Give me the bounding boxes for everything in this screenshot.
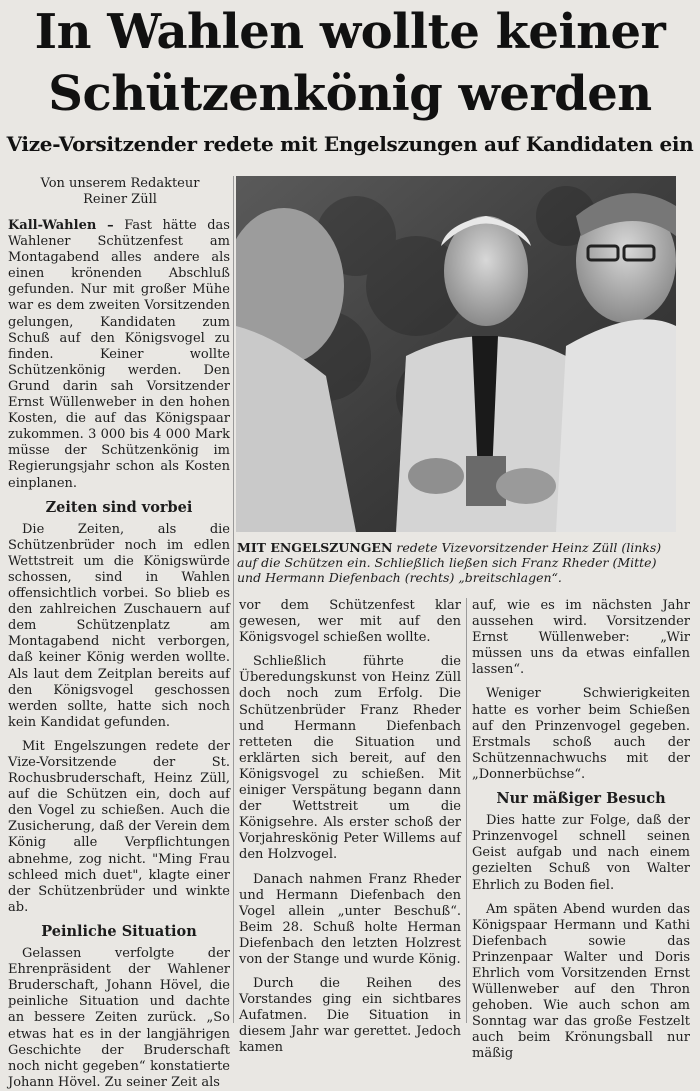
article-paragraph: auf, wie es im nächsten Jahr aussehen wird. Vorsitzender Ernst Wüllenweber: „Wir müssen uns da etwas einfallen lassen“. (472, 598, 690, 678)
article-paragraph (8, 218, 230, 492)
article-column-1 (8, 218, 230, 1091)
subheadline: Vize-Vorsitzender redete mit Engelszungen auf Kandidaten ein (6, 132, 694, 156)
article-paragraph: Durch die Reihen des Vorstandes ging ein sichtbares Aufatmen. Die Situation in diesem Jahr war gerettet. Jedoch kamen (239, 976, 461, 1056)
article-paragraph: Dies hatte zur Folge, daß der Prinzenvogel schnell seinen Geist aufgab und nach einem gezielten Schuß von Walter Ehrlich zu Boden fiel. (472, 813, 690, 893)
paragraph-text: Fast hätte das Wahlener Schützenfest am Montagabend alles andere als einen krönenden Abschluß gefunden. Nur mit großer Mühe war es dem zweiten Vorsitzenden gelungen, Kandidaten zum Schuß auf den Königsvogel zu finden. Keiner wollte Schützenkönig werden. Den Grund darin sah Vorsitzender Ernst Wüllenweber in den hohen Kosten, die auf das Königspaar zukommen. 3 000 bis 4 000 Mark müsse der Schützenkönig im Regierungsjahr schon als Kosten einplanen. (8, 218, 230, 491)
dateline: Kall-Wahlen – (8, 218, 114, 233)
byline-author: Reiner Züll (83, 192, 157, 207)
section-heading: Peinliche Situation (41, 922, 197, 940)
column-divider (466, 598, 467, 1023)
column-divider (233, 176, 234, 1023)
article-paragraph: Schließlich führte die Überedungskunst von Heinz Züll doch noch zum Erfolg. Die Schützenbrüder Franz Rheder und Hermann Diefenbach retteten die Situation und erklärten sich bereit, auf den Königsvogel zu schießen. Mit einiger Verspätung begann dann der Wettstreit um die Königsehre. Als erster schoß der Vorjahreskönig Peter Willems auf den Holzvogel. (239, 654, 461, 863)
section-heading: Zeiten sind vorbei (45, 498, 193, 516)
news-photo (236, 176, 676, 532)
article-paragraph: Danach nahmen Franz Rheder und Hermann Diefenbach den Vogel allein „unter Beschuß“. Beim 28. Schuß holte Herman Diefenbach den letzten Holzrest von der Stange und wurde König. (239, 871, 461, 967)
caption-lead: MIT ENGELSZUNGEN (237, 540, 393, 555)
article-column-2 (239, 598, 461, 1057)
section-heading: Nur mäßiger Besuch (496, 790, 666, 808)
photo-illustration (236, 176, 676, 532)
article-paragraph: Mit Engelszungen redete der Vize-Vorsitzende der St. Rochusbruderschaft, Heinz Züll, auf die Schützen ein, doch auf den Vogel zu schießen. Auch die Zusicherung, daß der Verein dem König alle Verpflichtungen abnehme, zog nicht. "Ming Frau schleed mich duet", klagte einer der Schützenbrüder und winkte ab. (8, 738, 230, 915)
headline-line-1: In Wahlen wollte keiner (34, 4, 666, 60)
photo-caption (237, 540, 677, 585)
article-paragraph: Die Zeiten, als die Schützenbrüder noch im edlen Wettstreit um die Königswürde schossen, sind in Wahlen offensichtlich vorbei. So blieb es den zahlreichen Zuschauern auf dem Schützenplatz am Montagabend nicht verborgen, daß keiner König werden wollte. Als laut dem Zeitplan bereits auf den Königsvogel geschossen werden sollte, hatte sich noch kein Kandidat gefunden. (8, 521, 230, 730)
article-column-3 (472, 598, 690, 1063)
article-paragraph: Am späten Abend wurden das Königspaar Hermann und Kathi Diefenbach sowie das Prinzenpaar Walter und Doris Ehrlich vom Vorsitzenden Ernst Wüllenweber auf den Thron gehoben. Wie auch schon am Sonntag war das große Festzelt auch beim Krönungsball nur mäßig (472, 901, 690, 1062)
byline-line-1: Von unserem Redakteur (40, 176, 200, 191)
article-paragraph: vor dem Schützenfest klar gewesen, wer mit auf den Königsvogel schießen wollte. (239, 598, 461, 646)
caption-text: redete Vizevorsitzender Heinz Züll (links) auf die Schützen ein. Schließlich ließen sich Franz Rheder (Mitte) und Hermann Diefenbach (rechts) „breitschlagen“. (237, 540, 662, 585)
headline-line-2: Schützenkönig werden (48, 66, 652, 122)
article-paragraph: Gelassen verfolgte der Ehrenpräsident der Wahlener Bruderschaft, Johann Hövel, die peinliche Situation und dachte an bessere Zeiten zurück. „So etwas hat es in der langjährigen Geschichte der Bruderschaft noch nicht gegeben“ konstatierte Johann Hövel. Zu seiner Zeit als (8, 946, 230, 1090)
article-paragraph: Weniger Schwierigkeiten hatte es vorher beim Schießen auf den Prinzenvogel gegeben. Erstmals schoß auch der Schützennachwuchs mit der „Donnerbüchse“. (472, 686, 690, 782)
